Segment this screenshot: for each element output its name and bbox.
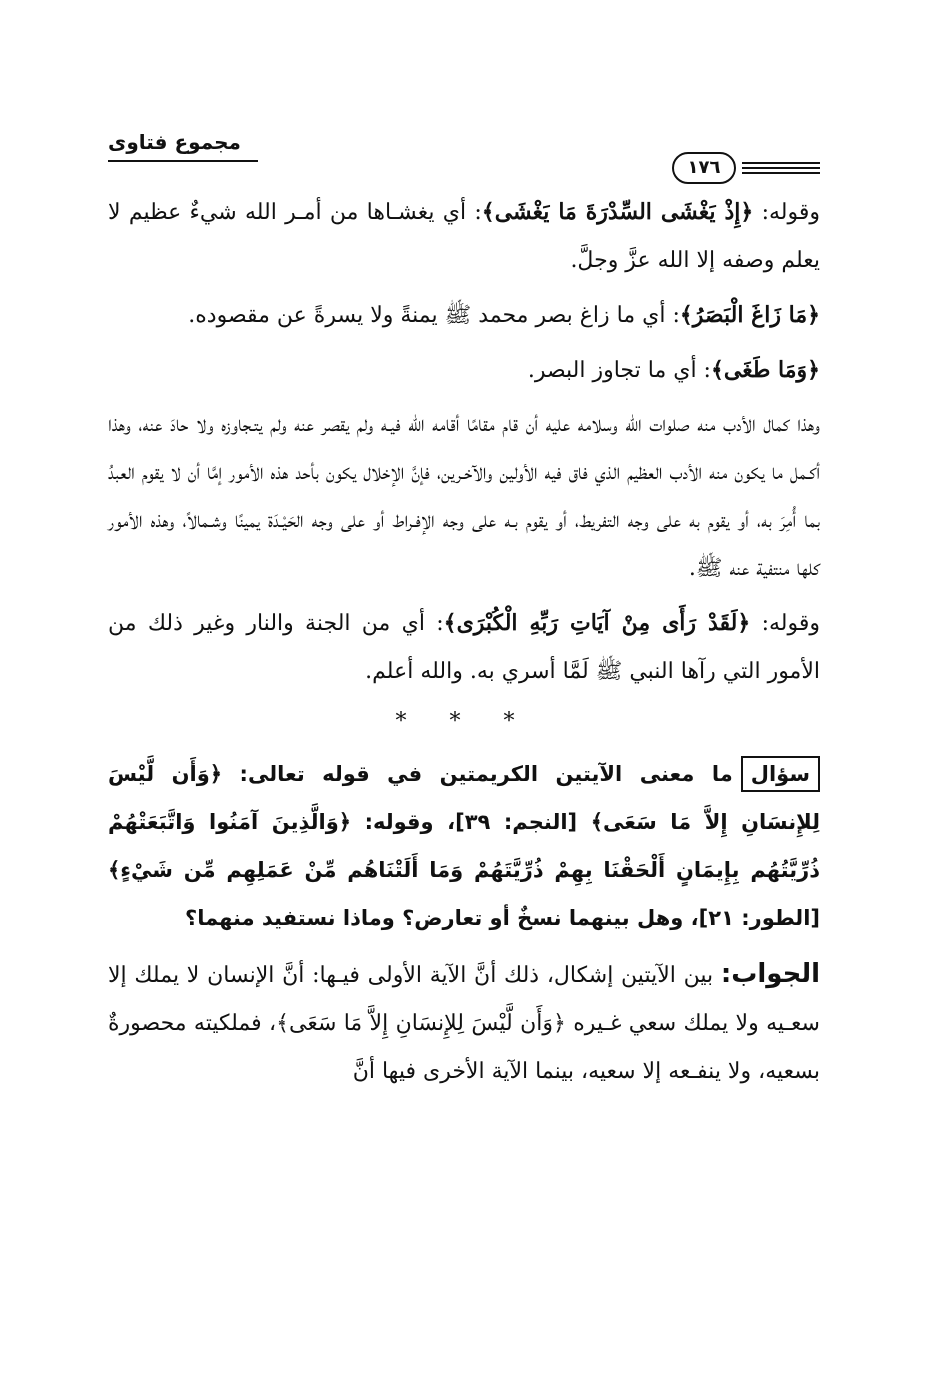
- question-text: ما معنى الآيتين الكريمتين في قوله تعالى: ﴿وَأَن لَّيْسَ لِلإِنسَانِ إِلاَّ مَا سَعَى﴾ [النجم: ٣٩]، وقوله: ﴿وَالَّذِينَ آمَنُوا وَاتَّبَعَتْهُمْ ذُرِّيَّتُهُم بِإِيمَانٍ أَلْحَقْنَا بِهِمْ ذُرِّيَّتَهُمْ وَمَا أَلَتْنَاهُم مِّنْ عَمَلِهِم مِّن شَيْءٍ﴾ [الطور: ٢١]، وهل بينهما نسخٌ أو تعارض؟ وماذا نستفيد منهما؟: [108, 762, 820, 930]
- quran-quote: ﴿إِذْ يَغْشَى السِّدْرَةَ مَا يَغْشَى﴾: [481, 199, 754, 225]
- paragraph-lead: وقوله:: [753, 200, 820, 225]
- paragraph-text: وهذا كمال الأدب منه صلوات الله وسلامه عليه أن قام مقامًا أقامه الله فيـه ولم يقصر عنه ولم يتـجاوزه ولا حادَ عنه، وهذا أكـمل ما يكون منه الأدب العظيم الذي فاق فيه الأولين والآخـرين، فإنَّ الإخلال يكون بأحد هذه الأمور إمَّا أن لا يقوم العبدُ بما أُمِرَ به، أو يقوم به على وجه التفريط، أو يقوم بـه على وجه الإفـراط أو على وجه الحَيْـدَة يمينًا وشـمالاً، وهذه الأمور كلها منتفية عنه ﷺ.: [108, 412, 820, 581]
- paragraph-lead: وقوله:: [750, 611, 820, 636]
- header-rule-lines: [742, 162, 820, 177]
- book-page: [108, 118, 820, 1102]
- paragraph-text: : أي يغشـاها من أمـر الله شيءٌ عظيم لا يعلم وصفه إلا الله عزَّ وجلَّ.: [108, 200, 820, 273]
- header-rule: [108, 158, 820, 188]
- paragraph-text: : أي ما زاغ بصر محمد ﷺ يمنةً ولا يسرةً عن مقصوده.: [188, 303, 680, 328]
- paragraph-1: [108, 188, 820, 285]
- quran-quote: ﴿وَمَا طَغَى﴾: [710, 357, 820, 383]
- question-block: [108, 750, 820, 942]
- book-title: مجموع فتاوى: [108, 130, 241, 154]
- section-separator: * * *: [395, 709, 533, 734]
- answer-text: بين الآيتين إشكال، ذلك أنَّ الآية الأولى فيـها: أنَّ الإنسان لا يملك إلا سعـيه ولا يملك سعي غـيره ﴿وَأَن لَّيْسَ لِلإِنسَانِ إِلاَّ مَا سَعَى﴾، فملكيته محصورةٌ بسعيه، ولا ينفـعه إلا سعيه، بينما الآية الأخرى فيها أنَّ: [108, 963, 820, 1084]
- paragraph-4: [108, 401, 820, 593]
- page-header: [108, 118, 820, 188]
- paragraph-text: : أي ما تجاوز البصر.: [527, 358, 711, 383]
- paragraph-5: [108, 599, 820, 696]
- answer-label: الجواب:: [720, 959, 820, 989]
- quran-quote: ﴿لَقَدْ رَأَى مِنْ آيَاتِ رَبِّهِ الْكُبْرَى﴾: [443, 610, 751, 636]
- answer-block: [108, 950, 820, 1096]
- paragraph-3: [108, 346, 820, 395]
- question-label: سؤال: [741, 756, 820, 792]
- paragraph-2: [108, 291, 820, 340]
- paragraph-text: : أي من الجنة والنار وغير ذلك من الأمور التي رآها النبي ﷺ لَمَّا أسري به. والله أعلم.: [108, 611, 820, 684]
- page-number: ١٧٦: [672, 152, 736, 184]
- quran-quote: ﴿مَا زَاغَ الْبَصَرُ﴾: [679, 302, 820, 328]
